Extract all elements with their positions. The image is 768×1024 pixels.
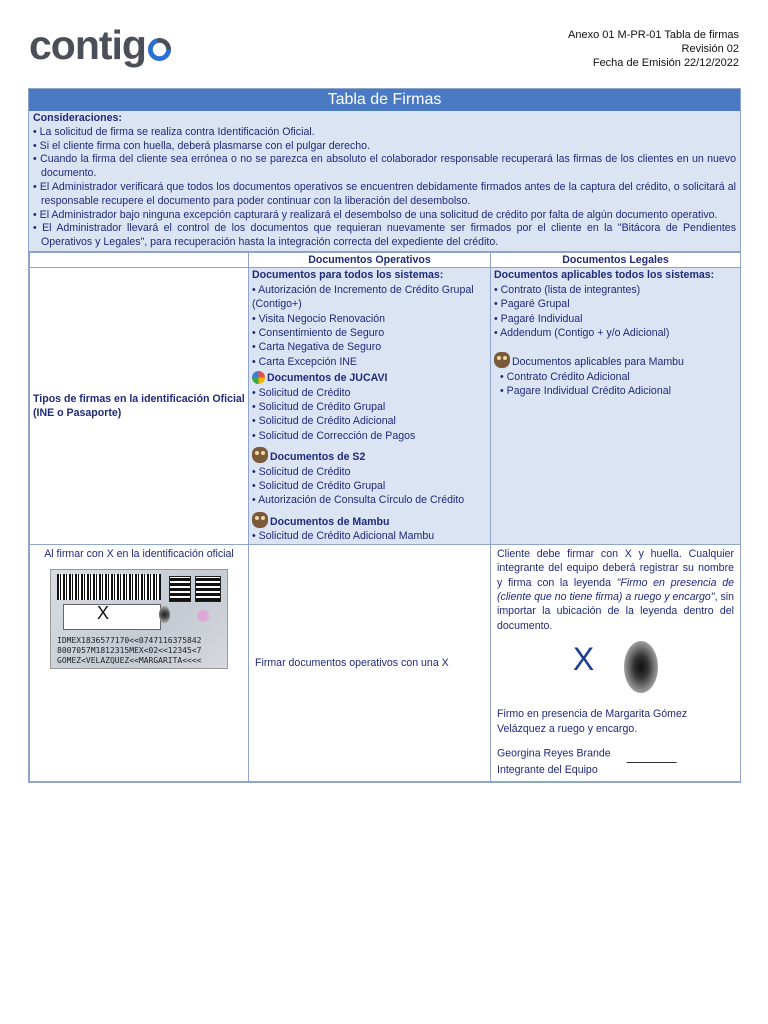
header-legales: Documentos Legales bbox=[491, 252, 741, 267]
op-all-title: Documentos para todos los sistemas: bbox=[252, 269, 444, 282]
s2-item: • Solicitud de Crédito Grupal bbox=[252, 480, 386, 493]
consideration-item: • El Administrador bajo ninguna excepción capturará y realizará el desembolso de una solicitud de crédito por falta de algún documento operativo. bbox=[33, 208, 718, 221]
considerations bbox=[29, 111, 740, 252]
legales-cell bbox=[491, 268, 741, 544]
document-meta bbox=[568, 28, 739, 70]
consideration-item: • La solicitud de firma se realiza contra Identificación Oficial. bbox=[33, 125, 315, 138]
contigo-logo bbox=[29, 22, 172, 68]
mambu-owl-icon bbox=[252, 512, 268, 528]
leg-mambu-item: • Pagare Individual Crédito Adicional bbox=[500, 385, 671, 398]
leg-all-item: • Addendum (Contigo + y/o Adicional) bbox=[494, 327, 670, 339]
id-card-image bbox=[50, 569, 228, 669]
jucavi-item: • Solicitud de Crédito Adicional bbox=[252, 415, 396, 428]
jucavi-item: • Solicitud de Corrección de Pagos bbox=[252, 429, 416, 442]
header-row bbox=[30, 252, 741, 267]
leg-all-item: • Pagaré Individual bbox=[494, 312, 583, 325]
row2-label: Al firmar con X en la identificación oficial bbox=[44, 547, 234, 560]
leg-mambu-owl-icon bbox=[494, 352, 510, 368]
card-x-mark: X bbox=[97, 603, 110, 624]
jucavi-title: Documentos de JUCAVI bbox=[267, 372, 388, 385]
row-sign-with-x bbox=[30, 544, 741, 782]
instruction-text-end: , sin importar la ubicación de la leyenda dentro del documento. bbox=[497, 590, 734, 632]
s2-owl-icon bbox=[252, 447, 268, 463]
mambu-section bbox=[252, 512, 487, 529]
doc-code: Anexo 01 M-PR-01 Tabla de firmas bbox=[568, 29, 739, 41]
header-empty bbox=[30, 252, 249, 267]
qr-code bbox=[195, 576, 221, 602]
revision: Revisión 02 bbox=[681, 43, 739, 55]
s2-item: • Autorización de Consulta Círculo de Crédito bbox=[252, 494, 465, 507]
row2-label-cell bbox=[30, 544, 249, 782]
signature-grid bbox=[29, 252, 741, 782]
considerations-title: Consideraciones: bbox=[33, 112, 122, 124]
legend-text: Firmo en presencia de Margarita Gómez Velázquez a ruego y encargo. bbox=[497, 708, 688, 735]
consideration-item: • Si el cliente firma con huella, deberá plasmarse con el pulgar derecho. bbox=[33, 139, 371, 152]
signer-block bbox=[497, 744, 734, 763]
op-all-item: • Visita Negocio Renovación bbox=[252, 312, 386, 325]
row-signature-types bbox=[30, 268, 741, 544]
leg-all-item: • Pagaré Grupal bbox=[494, 298, 570, 311]
leg-mambu-title: Documentos aplicables para Mambu bbox=[512, 356, 684, 369]
hologram-icon bbox=[197, 610, 209, 622]
signer-name: Georgina Reyes Brande bbox=[497, 747, 611, 760]
fingerprint-icon bbox=[624, 641, 658, 693]
s2-section bbox=[252, 447, 487, 464]
qr-code bbox=[169, 576, 191, 602]
leg-all-title: Documentos aplicables todos los sistemas: bbox=[494, 269, 715, 282]
x-and-fingerprint bbox=[497, 641, 734, 701]
leg-mambu-item: • Contrato Crédito Adicional bbox=[500, 370, 630, 383]
fingerprint-icon bbox=[159, 606, 170, 623]
jucavi-item: • Solicitud de Crédito Grupal bbox=[252, 401, 386, 414]
jucavi-item: • Solicitud de Crédito bbox=[252, 386, 351, 399]
jucavi-icon bbox=[252, 371, 265, 384]
s2-title: Documentos de S2 bbox=[270, 451, 366, 464]
consideration-item: • El Administrador llevará el control de los documentos que requieran nuevamente ser firmados por el cliente en la "Bitácora de Pendientes Operativos y Legales", para recuperación hasta la integración correcta del expediente del crédito. bbox=[33, 222, 736, 249]
jucavi-section bbox=[252, 371, 487, 385]
leg-mambu-section bbox=[494, 352, 737, 369]
instruction-text: Cliente debe firmar con X y huella. Cualquier integrante del equipo deberá registrar su nombre y firma con la leyenda bbox=[497, 547, 734, 589]
s2-item: • Solicitud de Crédito bbox=[252, 465, 351, 478]
row1-label: Tipos de firmas en la identificación Oficial (INE o Pasaporte) bbox=[30, 268, 249, 544]
logo-text: contig bbox=[29, 21, 146, 68]
mambu-title: Documentos de Mambu bbox=[270, 515, 390, 528]
x-mark: X bbox=[572, 640, 595, 677]
signature-table bbox=[28, 88, 741, 783]
op-all-item: • Carta Negativa de Seguro bbox=[252, 341, 382, 354]
barcode bbox=[57, 574, 161, 600]
operativos-cell bbox=[249, 268, 491, 544]
op-all-item: • Autorización de Incremento de Crédito Grupal (Contigo+) bbox=[252, 283, 474, 311]
table-title: Tabla de Firmas bbox=[29, 89, 740, 111]
row2-operativos: Firmar documentos operativos con una X bbox=[249, 544, 491, 782]
signature-box bbox=[63, 604, 161, 630]
header-operativos: Documentos Operativos bbox=[249, 252, 491, 267]
logo-ring-icon bbox=[147, 37, 172, 62]
signer-role: Integrante del Equipo bbox=[497, 763, 598, 776]
instruction-italic: "Firmo en presencia de (cliente que no tiene firma) a ruego y encargo" bbox=[497, 576, 734, 603]
consideration-item: • Cuando la firma del cliente sea errónea o no se parezca en absoluto el colaborador responsable recuperará las firmas de los clientes en un nuevo documento. bbox=[33, 153, 736, 180]
legal-instruction bbox=[497, 547, 734, 633]
mambu-item: • Solicitud de Crédito Adicional Mambu bbox=[252, 530, 435, 543]
issue-date: Fecha de Emisión 22/12/2022 bbox=[592, 57, 739, 69]
row2-legales-cell bbox=[491, 544, 741, 782]
handwritten-signature-icon bbox=[626, 744, 681, 763]
leg-all-item: • Contrato (lista de integrantes) bbox=[494, 283, 641, 296]
consideration-item: • El Administrador verificará que todos los documentos operativos se encuentren debidamente firmados antes de la captura del crédito, o solicitará al responsable recupere el documento para poder continuar con la liberación del desembolso. bbox=[33, 180, 736, 207]
op-all-item: • Consentimiento de Seguro bbox=[252, 327, 385, 339]
mrz-text: IDMEX1836577170<<0747116375842 8007057M1812315MEX<02<<12345<7 GOMEZ<VELAZQUEZ<<MARGARITA<<<< bbox=[57, 636, 202, 666]
op-all-item: • Carta Excepción INE bbox=[252, 355, 357, 368]
